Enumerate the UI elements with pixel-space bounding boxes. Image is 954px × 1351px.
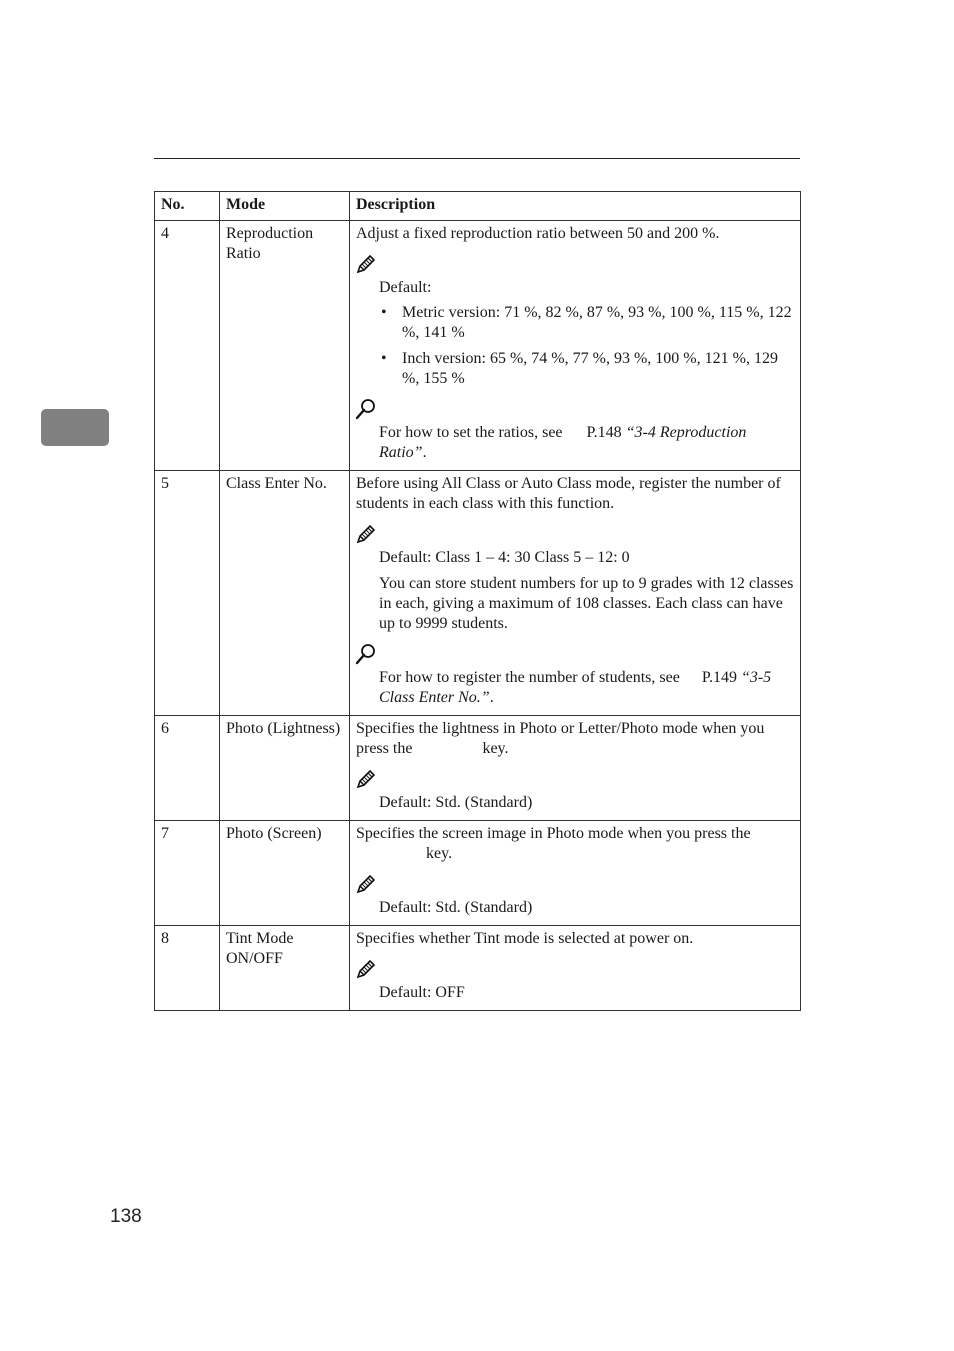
- pencil-note-icon: [355, 873, 377, 895]
- default-text: Default: Std. (Standard): [379, 794, 533, 811]
- table-row: [155, 221, 801, 471]
- description-tail: key.: [482, 740, 509, 757]
- header-mode: Mode: [220, 192, 350, 221]
- pencil-note-icon: [355, 523, 377, 545]
- description-tail: key.: [426, 845, 453, 862]
- chapter-tab: [41, 409, 109, 446]
- row-number: 7: [155, 821, 220, 926]
- description-text: [356, 719, 794, 759]
- row-description: [350, 926, 801, 1011]
- default-text: Default: Std. (Standard): [379, 899, 533, 916]
- reference-text: [379, 423, 794, 463]
- table-row: [155, 926, 801, 1011]
- header-description: Description: [350, 192, 801, 221]
- row-mode: Photo (Screen): [220, 821, 350, 926]
- settings-table: [154, 191, 801, 1011]
- list-item: • Metric version: 71 %, 82 %, 87 %, 93 %, 100 %, 115 %, 122 %, 141 %: [379, 303, 794, 343]
- row-description: [350, 821, 801, 926]
- default-text: Default:: [379, 279, 432, 296]
- row-number: 5: [155, 471, 220, 716]
- table-header-row: [155, 192, 801, 221]
- reference-title[interactable]: “3-4 Reproduction Ratio”: [379, 424, 747, 461]
- reference-lead: For how to register the number of students, see: [379, 669, 680, 686]
- row-description: [350, 471, 801, 716]
- row-number: 6: [155, 716, 220, 821]
- reference-page-link[interactable]: P.149: [701, 669, 737, 686]
- row-description: [350, 716, 801, 821]
- pencil-note-icon: [355, 958, 377, 980]
- description-text: Adjust a fixed reproduction ratio between 50 and 200 %.: [356, 225, 720, 242]
- magnifier-reference-icon: [355, 643, 377, 665]
- pencil-note-icon: [355, 768, 377, 790]
- table-row: [155, 471, 801, 716]
- reference-lead: For how to set the ratios, see: [379, 424, 563, 441]
- reference-text: [379, 668, 794, 708]
- row-number: 4: [155, 221, 220, 471]
- header-no: No.: [155, 192, 220, 221]
- reference-page-link[interactable]: P.148: [586, 424, 622, 441]
- reference-title[interactable]: “3-5 Class Enter No.”: [379, 669, 772, 706]
- page-number: 138: [110, 1206, 142, 1227]
- row-mode: Photo (Lightness): [220, 716, 350, 821]
- note-text: You can store student numbers for up to 9 grades with 12 classes in each, giving a maximum of 108 classes. Each class can have up to 9999 students.: [379, 575, 794, 632]
- row-mode: Reproduction Ratio: [220, 221, 350, 471]
- list-item: • Inch version: 65 %, 74 %, 77 %, 93 %, 100 %, 121 %, 129 %, 155 %: [379, 349, 794, 389]
- reference-end: .: [422, 444, 427, 461]
- default-text: Default: Class 1 – 4: 30 Class 5 – 12: 0: [379, 549, 630, 566]
- description-text: Specifies whether Tint mode is selected at power on.: [356, 930, 694, 947]
- description-text: [356, 824, 794, 864]
- row-number: 8: [155, 926, 220, 1011]
- default-values-list: [379, 303, 794, 389]
- reference-end: .: [489, 689, 494, 706]
- description-lead: Specifies the screen image in Photo mode when you press the: [356, 825, 751, 842]
- description-lead: Specifies the lightness in Photo or Letter/Photo mode when you press the: [356, 720, 765, 757]
- description-text: Before using All Class or Auto Class mode, register the number of students in each class with this function.: [356, 475, 781, 512]
- pencil-note-icon: [355, 253, 377, 275]
- table-row: [155, 821, 801, 926]
- magnifier-reference-icon: [355, 398, 377, 420]
- row-description: [350, 221, 801, 471]
- default-text: Default: OFF: [379, 984, 465, 1001]
- row-mode: Tint Mode ON/OFF: [220, 926, 350, 1011]
- header-rule: [154, 158, 800, 159]
- table-row: [155, 716, 801, 821]
- row-mode: Class Enter No.: [220, 471, 350, 716]
